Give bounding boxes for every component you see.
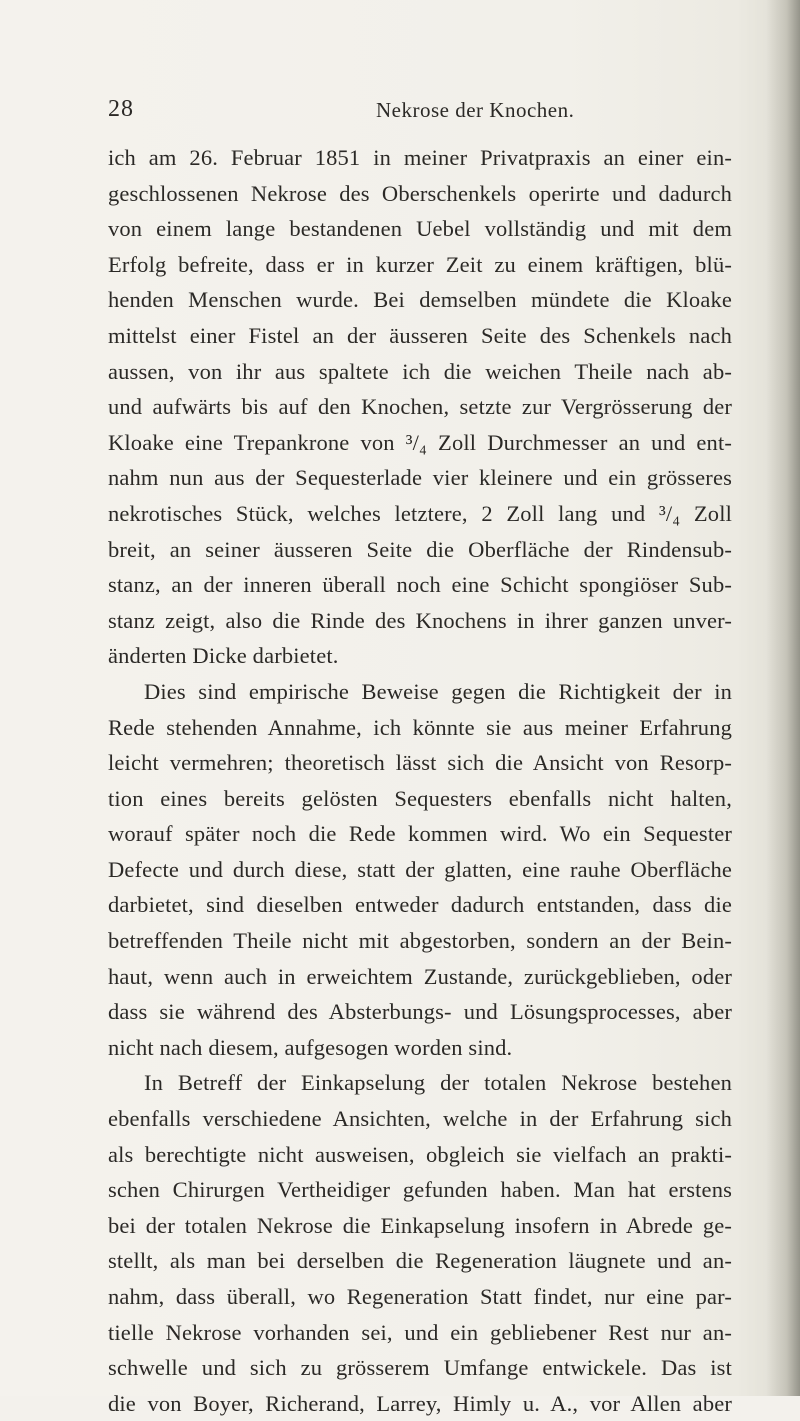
text-line: schwelle und sich zu grösserem Umfange entwickele. Das ist	[108, 1355, 732, 1381]
text-line: änderten Dicke darbietet.	[108, 643, 339, 669]
text-line: breit, an seiner äusseren Seite die Oberfläche der Rindensub-	[108, 536, 732, 562]
text-line: darbietet, sind dieselben entweder dadurch entstanden, dass die	[108, 892, 732, 918]
text-line: schen Chirurgen Vertheidiger gefunden haben. Man hat erstens	[108, 1177, 732, 1203]
text-line: aussen, von ihr aus spaltete ich die weichen Theile nach ab-	[108, 358, 732, 384]
text-line: Erfolg befreite, dass er in kurzer Zeit zu einem kräftigen, blü-	[108, 251, 732, 277]
text-line: ich am 26. Februar 1851 in meiner Privatpraxis an einer ein-	[108, 145, 732, 170]
text-line: tion eines bereits gelösten Sequesters ebenfalls nicht halten,	[108, 785, 732, 811]
running-head	[0, 96, 800, 128]
text-line: leicht vermehren; theoretisch lässt sich die Ansicht von Resorp-	[108, 750, 732, 776]
text-line: stanz, an der inneren überall noch eine Schicht spongiöser Sub-	[108, 572, 732, 598]
text-line: mittelst einer Fistel an der äusseren Seite des Schenkels nach	[108, 322, 732, 348]
text-line: Rede stehenden Annahme, ich könnte sie aus meiner Erfahrung	[108, 714, 732, 740]
text-line: stellt, als man bei derselben die Regeneration läugnete und an-	[108, 1248, 732, 1274]
text-line: ebenfalls verschiedene Ansichten, welche in der Erfahrung sich	[108, 1106, 732, 1132]
text-line: Defecte und durch diese, statt der glatten, eine rauhe Oberfläche	[108, 856, 732, 882]
text-line: tielle Nekrose vorhanden sei, und ein gebliebener Rest nur an-	[108, 1319, 732, 1345]
page-number: 28	[108, 96, 134, 122]
text-line: nicht nach diesem, aufgesogen worden sind.	[108, 1034, 513, 1060]
page-edge-shadow	[766, 0, 800, 1396]
text-line: dass sie während des Absterbungs- und Lösungsprocesses, aber	[108, 999, 732, 1025]
text-line: henden Menschen wurde. Bei demselben mündete die Kloake	[108, 287, 732, 313]
text-line: geschlossenen Nekrose des Oberschenkels operirte und dadurch	[108, 180, 732, 206]
body-text	[108, 140, 732, 1421]
text-line: und aufwärts bis auf den Knochen, setzte zur Vergrösserung der	[108, 394, 732, 420]
text-line: Kloake eine Trepankrone von ³/₄ Zoll Durchmesser an und ent-	[108, 429, 732, 455]
text-line: nahm nun aus der Sequesterlade vier kleinere und ein grösseres	[108, 465, 732, 491]
text-line: nahm, dass überall, wo Regeneration Statt findet, nur eine par-	[108, 1284, 732, 1309]
text-line: betreffenden Theile nicht mit abgestorben, sondern an der Bein-	[108, 928, 732, 954]
text-line: von einem lange bestandenen Uebel vollständig und mit dem	[108, 216, 732, 242]
text-line: stanz zeigt, also die Rinde des Knochens in ihrer ganzen unver-	[108, 607, 732, 633]
text-line: nekrotisches Stück, welches letztere, 2 Zoll lang und ³/₄ Zoll	[108, 500, 732, 526]
text-line: worauf später noch die Rede kommen wird. Wo ein Sequester	[108, 821, 732, 847]
text-line: bei der totalen Nekrose die Einkapselung insofern in Abrede ge-	[108, 1212, 732, 1238]
text-line: Dies sind empirische Beweise gegen die Richtigkeit der in	[144, 678, 732, 704]
text-line: In Betreff der Einkapselung der totalen Nekrose bestehen	[144, 1070, 732, 1096]
text-line: die von Boyer, Richerand, Larrey, Himly u. A., vor Allen aber	[108, 1390, 732, 1416]
running-title: Nekrose der Knochen.	[376, 98, 575, 122]
text-line: als berechtigte nicht ausweisen, obgleich sie vielfach an prakti-	[108, 1141, 732, 1167]
text-line: haut, wenn auch in erweichtem Zustande, zurückgeblieben, oder	[108, 963, 732, 989]
